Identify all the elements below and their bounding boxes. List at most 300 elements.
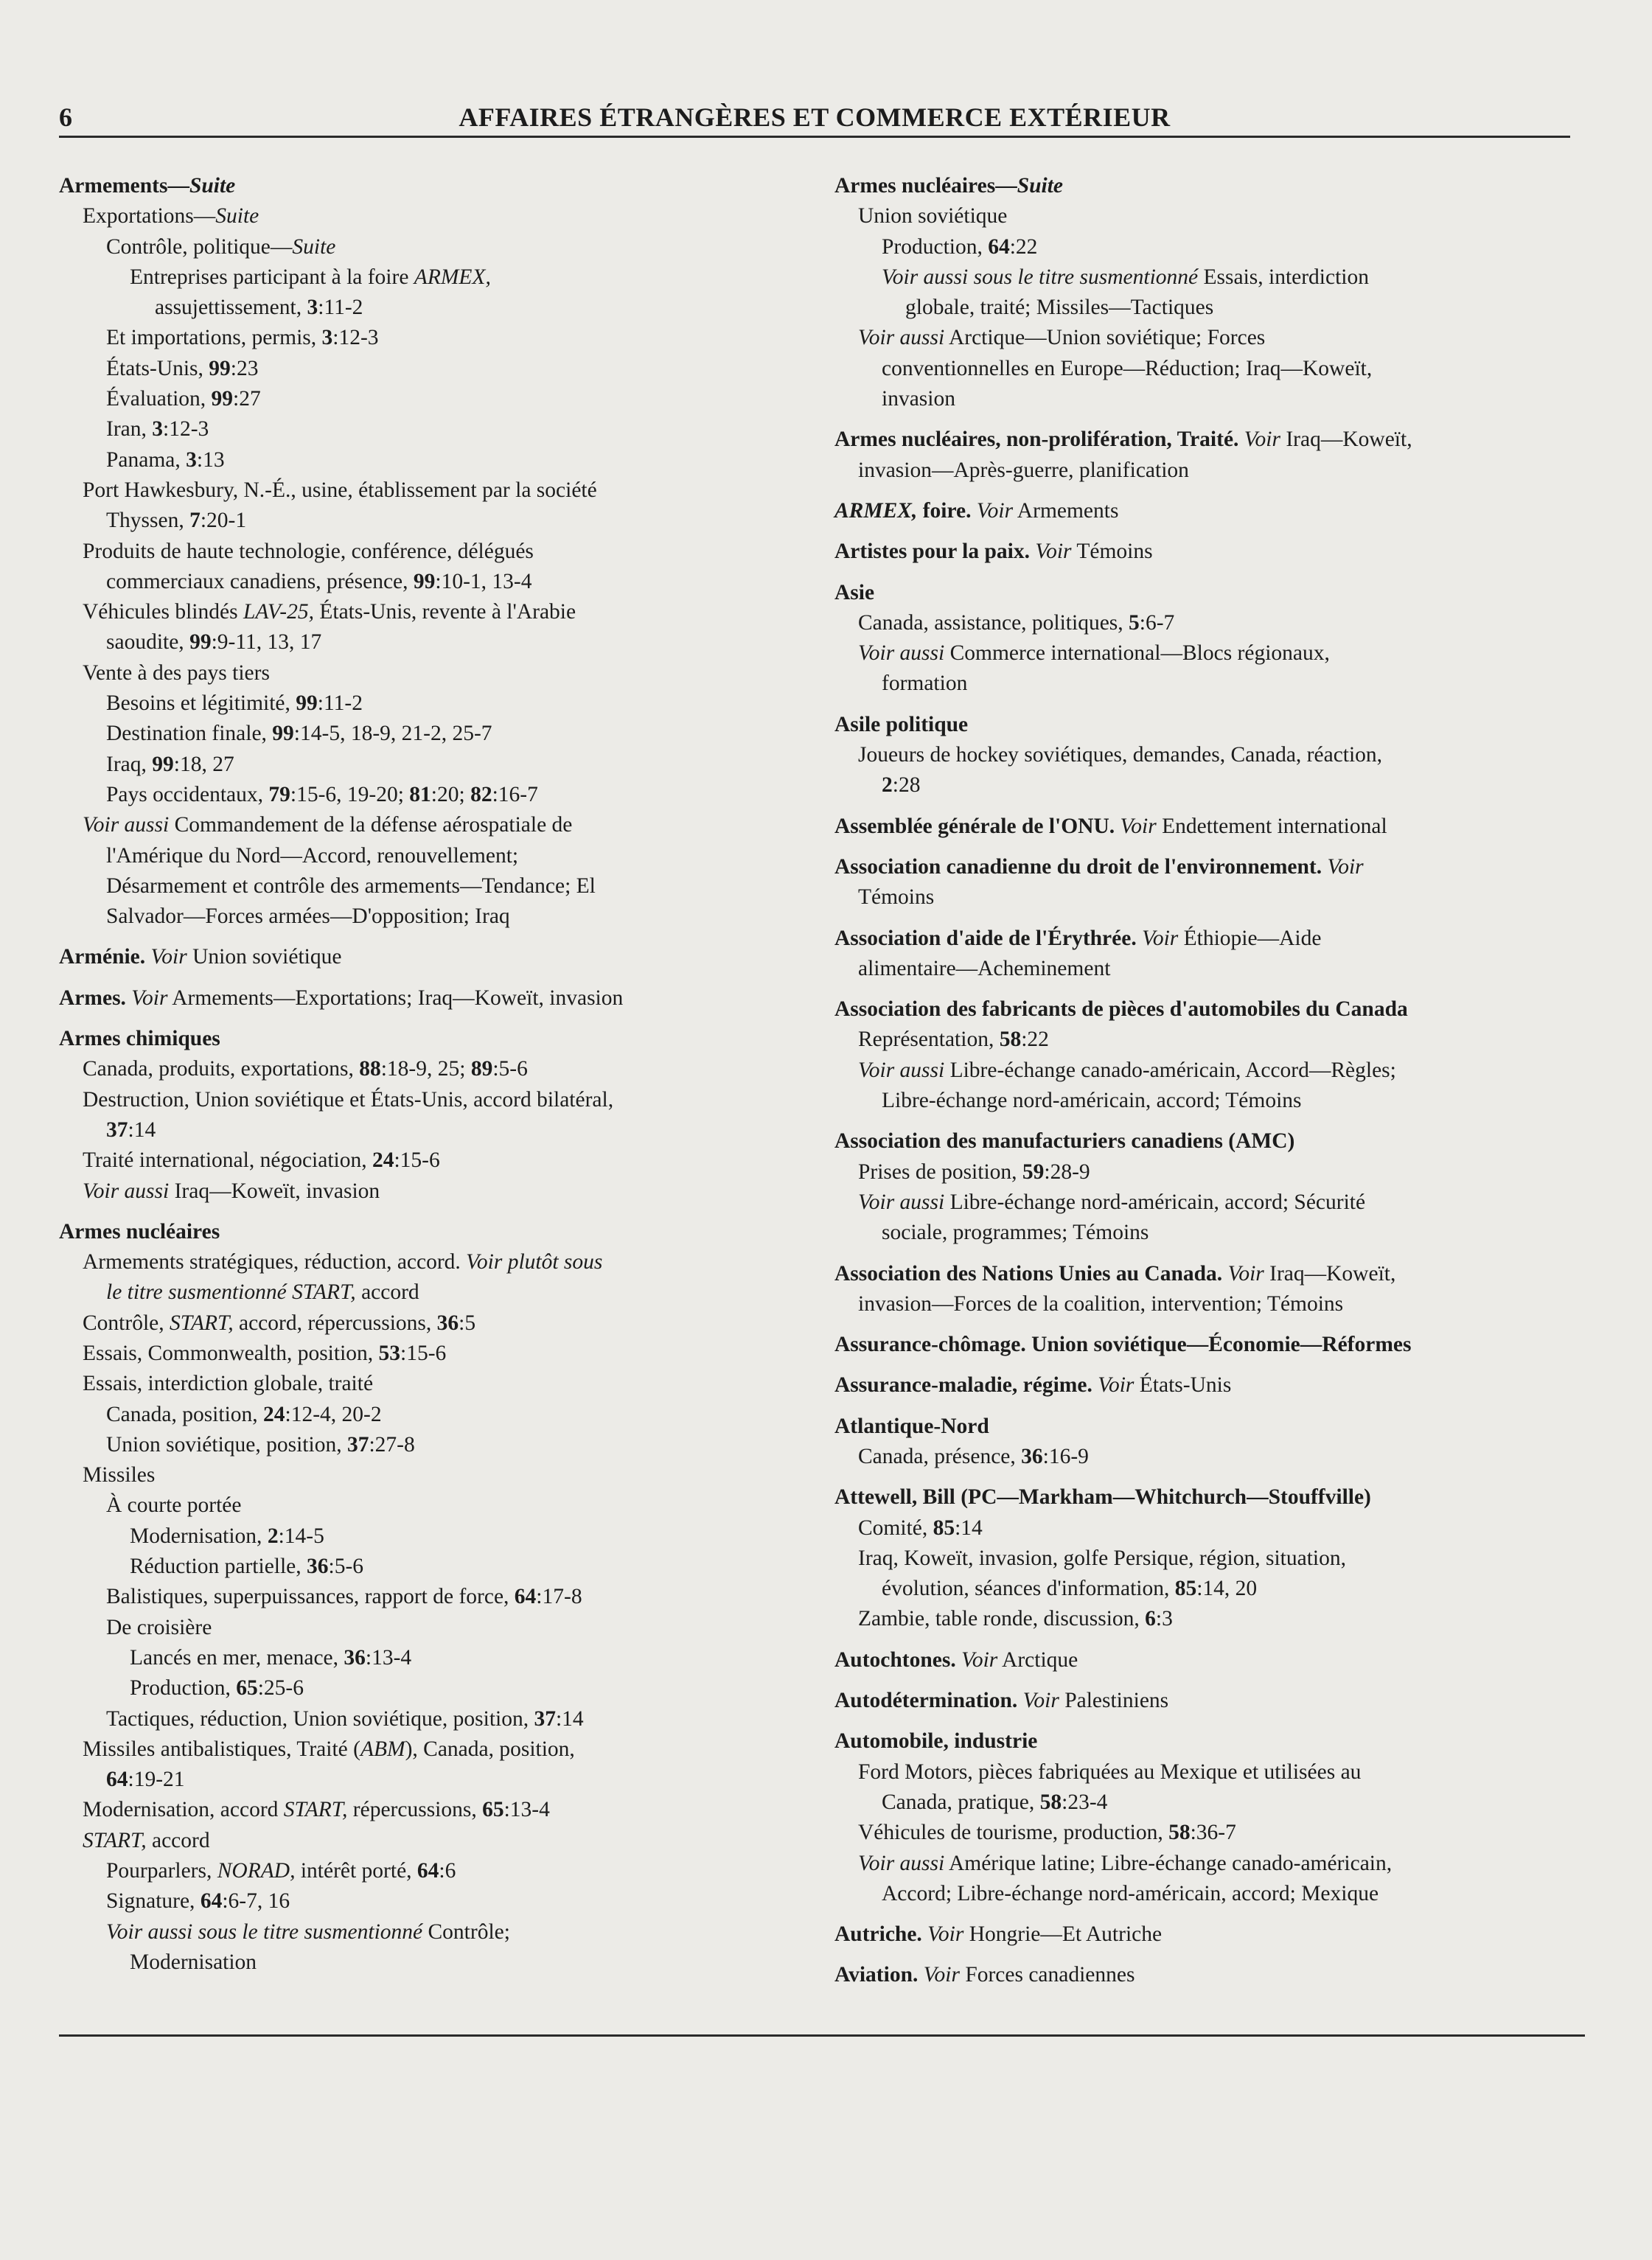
index-subentry — [834, 608, 1572, 638]
right-column — [834, 171, 1572, 1991]
index-subentry — [59, 658, 796, 688]
entry-text: :11-2 — [318, 296, 363, 320]
index-heading — [59, 942, 796, 972]
index-subentry — [59, 1826, 796, 1856]
entry-text: :12-3 — [163, 417, 209, 442]
entry-text: :3 — [1155, 1607, 1173, 1631]
index-heading — [834, 1412, 1572, 1442]
index-heading — [834, 1919, 1572, 1950]
entry-text: LAV-25, — [243, 600, 314, 624]
entry-text: Témoins — [1071, 540, 1153, 564]
entry-text: Suite — [215, 204, 259, 229]
index-subentry — [834, 1218, 1572, 1248]
entry-text: Forces canadiennes — [959, 1963, 1135, 1987]
entry-text: Iraq—Koweït, — [1264, 1261, 1396, 1286]
entry-text: États-Unis, revente à l'Arabie — [314, 600, 576, 624]
entry-text: Asie — [834, 580, 875, 604]
entry-text: foire. — [917, 498, 972, 523]
entry-text: Évaluation, — [106, 387, 212, 411]
entry-text: Zambie, table ronde, discussion, — [858, 1607, 1146, 1631]
entry-text: 65 — [236, 1676, 258, 1701]
entry-text: :36-7 — [1190, 1821, 1236, 1845]
index-subentry — [834, 770, 1572, 801]
entry-text: Iraq, Koweït, invasion, golfe Persique, région, situation, — [858, 1546, 1346, 1570]
entry-text: Exportations— — [83, 204, 216, 229]
entry-text — [918, 1963, 923, 1987]
index-heading — [59, 1217, 796, 1247]
index-subentry — [59, 1490, 796, 1521]
entry-text: 64 — [988, 234, 1010, 259]
entry-text: États-Unis — [1134, 1373, 1232, 1398]
entry-text: Joueurs de hockey soviétiques, demandes, Canada, réaction, — [858, 743, 1383, 767]
entry-text: :14, 20 — [1196, 1577, 1258, 1601]
entry-text: :28 — [892, 773, 921, 798]
entry-text: Voir — [150, 945, 187, 969]
entry-text: :27-8 — [369, 1432, 415, 1457]
entry-text: Armements — [1013, 498, 1119, 523]
entry-text: Union soviétique — [187, 945, 342, 969]
index-subentry — [834, 1289, 1572, 1319]
entry-text: Lancés en mer, menace, — [130, 1645, 344, 1670]
index-subentry — [59, 354, 796, 384]
entry-text: :5-6 — [492, 1057, 528, 1081]
entry-text: 36 — [1021, 1444, 1043, 1468]
entry-text: 89 — [470, 1057, 493, 1081]
entry-text: Arctique — [997, 1647, 1078, 1672]
entry-text: Et importations, permis, — [106, 326, 322, 350]
entry-text: Contrôle, politique— — [106, 234, 293, 259]
index-heading — [834, 1726, 1572, 1757]
entry-text: Canada, assistance, politiques, — [858, 610, 1129, 635]
entry-text: 85 — [1174, 1577, 1197, 1601]
entry-text: Salvador—Forces armées—D'opposition; Iraq — [106, 904, 510, 929]
entry-text: Voir — [131, 986, 168, 1010]
index-subentry — [59, 323, 796, 353]
entry-text: Voir aussi — [83, 813, 170, 837]
entry-text: 99 — [152, 752, 174, 776]
entry-text: :12-3 — [332, 326, 379, 350]
entry-text: De croisière — [106, 1615, 212, 1639]
index-heading — [834, 812, 1572, 842]
entry-text: 7 — [189, 509, 201, 533]
entry-text: Voir aussi — [83, 1179, 170, 1203]
entry-text: À courte portée — [106, 1493, 242, 1518]
entry-text: :16-7 — [492, 782, 538, 806]
entry-text: Suite — [189, 174, 236, 198]
entry-text: invasion—Forces de la coalition, intervention; Témoins — [858, 1291, 1344, 1316]
entry-text: :20; — [431, 782, 471, 806]
entry-text: Véhicules de tourisme, production, — [858, 1821, 1169, 1845]
entry-text: :16-9 — [1042, 1444, 1089, 1468]
index-subentry — [59, 871, 796, 901]
entry-text: Voir — [1327, 854, 1364, 879]
index-heading — [834, 496, 1572, 526]
entry-text: Arctique—Union soviétique; Forces — [944, 326, 1266, 350]
entry-text: :15-6, 19-20; — [290, 782, 410, 806]
entry-text: Voir aussi sous le titre susmentionné — [882, 265, 1199, 289]
index-subentry — [59, 1145, 796, 1176]
entry-text: Canada, position, — [106, 1402, 264, 1426]
entry-text: Association des fabricants de pièces d'automobiles du Canada — [834, 997, 1408, 1022]
entry-text: Voir aussi — [858, 641, 945, 666]
entry-text: Libre-échange nord-américain, accord; Sécurité — [944, 1190, 1366, 1214]
index-subentry — [59, 750, 796, 780]
entry-text: Ford Motors, pièces fabriquées au Mexique et utilisées au — [858, 1759, 1362, 1784]
entry-text — [1137, 927, 1142, 950]
entry-text: assujettissement, — [155, 296, 307, 320]
entry-text: :23 — [230, 356, 259, 380]
entry-text: :11-2 — [317, 691, 363, 716]
entry-text: Véhicules blindés — [83, 600, 243, 624]
index-subentry — [59, 1430, 796, 1460]
entry-text: 81 — [409, 782, 431, 806]
entry-text: ABM — [360, 1737, 405, 1761]
entry-text: Autriche. — [834, 1922, 922, 1947]
entry-text: Pourparlers, — [106, 1859, 217, 1883]
entry-text: Essais, Commonwealth, position, — [83, 1341, 379, 1365]
index-subentry — [834, 1086, 1572, 1116]
entry-text: Pays occidentaux, — [106, 782, 269, 806]
index-subentry — [59, 688, 796, 719]
entry-text: Union soviétique — [858, 204, 1008, 229]
entry-text: 24 — [263, 1402, 285, 1426]
entry-text: Éthiopie—Aide — [1178, 926, 1322, 950]
index-subentry — [834, 1604, 1572, 1634]
index-subentry — [834, 354, 1572, 384]
entry-text: Armements—Exportations; Iraq—Koweït, invasion — [167, 986, 624, 1010]
entry-text: 3 — [152, 417, 163, 442]
index-subentry — [834, 384, 1572, 414]
index-subentry — [59, 841, 796, 871]
entry-text: 85 — [933, 1516, 955, 1540]
index-heading — [834, 994, 1572, 1025]
entry-text: Armements— — [59, 174, 189, 198]
index-subentry — [834, 954, 1572, 984]
entry-text: Vente à des pays tiers — [83, 660, 270, 685]
index-subentry — [834, 1879, 1572, 1909]
entry-text: 59 — [1022, 1159, 1045, 1184]
entry-text: Suite — [292, 234, 336, 259]
entry-text: :13-4 — [503, 1798, 550, 1822]
entry-text: commerciaux canadiens, présence, — [106, 569, 414, 593]
entry-text: 58 — [999, 1028, 1022, 1052]
index-subentry — [834, 323, 1572, 353]
entry-text: Association des Nations Unies au Canada. — [834, 1261, 1223, 1286]
index-heading — [834, 1686, 1572, 1716]
entry-text: Autochtones. — [834, 1647, 956, 1672]
entry-text: :18, 27 — [173, 752, 234, 776]
index-subentry — [834, 1544, 1572, 1574]
entry-text: 2 — [882, 773, 893, 798]
entry-text: Commandement de la défense aérospatiale de — [169, 813, 573, 837]
entry-text: 58 — [1039, 1790, 1062, 1814]
index-subentry — [59, 780, 796, 810]
entry-text: Modernisation — [130, 1950, 257, 1974]
entry-text: START, — [170, 1311, 234, 1335]
entry-text: Modernisation, accord — [83, 1798, 284, 1822]
index-subentry — [834, 669, 1572, 699]
entry-text — [1115, 815, 1120, 838]
entry-text: 37 — [346, 1432, 369, 1457]
index-heading — [834, 852, 1572, 882]
entry-text: 3 — [186, 447, 197, 472]
entry-text: Voir — [1142, 926, 1179, 950]
index-heading — [834, 924, 1572, 954]
entry-text: Armes nucléaires— — [834, 174, 1017, 198]
entry-text: Arménie. — [59, 945, 146, 969]
entry-text: 99 — [209, 356, 231, 380]
entry-text: 36 — [307, 1555, 329, 1579]
entry-text: Missiles antibalistiques, Traité ( — [83, 1737, 360, 1761]
entry-text: 64 — [200, 1889, 223, 1914]
index-subentry — [59, 414, 796, 444]
page-number: 6 — [59, 102, 72, 132]
index-subentry — [59, 1552, 796, 1582]
index-subentry — [834, 1157, 1572, 1187]
entry-text: invasion—Après-guerre, planification — [858, 458, 1189, 482]
entry-text: :6-7, 16 — [222, 1889, 290, 1914]
entry-text: Production, — [882, 234, 989, 259]
entry-text: Réduction partielle, — [130, 1555, 307, 1579]
entry-text: 99 — [413, 569, 436, 593]
entry-text: Voir — [976, 498, 1014, 523]
entry-text: Voir — [1098, 1373, 1135, 1398]
entry-text: NORAD, — [217, 1859, 296, 1883]
entry-text: saoudite, — [106, 630, 190, 655]
entry-text — [956, 1648, 961, 1672]
entry-text: répercussions, — [347, 1798, 483, 1822]
entry-text: 99 — [189, 630, 212, 655]
entry-text: Essais, interdiction globale, traité — [83, 1372, 374, 1396]
header-rule — [59, 136, 1570, 138]
entry-text: Suite — [1017, 174, 1064, 198]
entry-text: :13-4 — [365, 1645, 412, 1670]
entry-text: 64 — [417, 1859, 439, 1883]
index-subentry — [59, 475, 796, 506]
index-subentry — [59, 1085, 796, 1115]
entry-text: Représentation, — [858, 1028, 1000, 1052]
entry-text: :17-8 — [536, 1585, 582, 1609]
index-subentry — [834, 232, 1572, 262]
entry-text: Voir — [1035, 540, 1072, 564]
index-subentry — [834, 1056, 1572, 1086]
running-title: AFFAIRES ÉTRANGÈRES ET COMMERCE EXTÉRIEUR — [459, 102, 1171, 132]
entry-text: Entreprises participant à la foire — [130, 265, 414, 289]
entry-text: Canada, présence, — [858, 1444, 1022, 1468]
entry-text: START, — [283, 1798, 348, 1822]
entry-text: Essais, interdiction — [1198, 265, 1369, 289]
entry-text: Association canadienne du droit de l'environnement. — [834, 854, 1322, 879]
index-subentry — [59, 1339, 796, 1369]
entry-text: :20-1 — [200, 509, 247, 533]
entry-text: globale, traité; Missiles—Tactiques — [905, 296, 1214, 320]
entry-text: Témoins — [858, 885, 935, 910]
entry-text: :6 — [439, 1859, 456, 1883]
footer-rule — [59, 2034, 1585, 2037]
entry-text: Armes chimiques — [59, 1027, 220, 1051]
entry-text: Voir — [1022, 1689, 1059, 1713]
index-heading — [834, 1960, 1572, 1990]
index-subentry — [834, 456, 1572, 486]
entry-text: Automobile, industrie — [834, 1729, 1038, 1754]
entry-text: Voir aussi — [858, 1851, 945, 1875]
index-subentry — [59, 1247, 796, 1277]
index-subentry — [59, 1054, 796, 1084]
entry-text: ), Canada, position, — [405, 1737, 575, 1761]
index-subentry — [834, 1818, 1572, 1848]
index-subentry — [834, 1442, 1572, 1472]
index-heading — [59, 1024, 796, 1054]
entry-text: 99 — [211, 387, 234, 411]
entry-text: alimentaire—Acheminement — [858, 956, 1111, 980]
index-heading — [834, 425, 1572, 455]
entry-text: :23-4 — [1062, 1790, 1108, 1814]
index-subentry — [59, 1795, 796, 1825]
entry-text: Iraq—Koweït, invasion — [169, 1179, 380, 1203]
index-subentry — [59, 1643, 796, 1673]
entry-text: Voir aussi — [858, 1058, 945, 1082]
entry-text: :15-6 — [400, 1341, 447, 1365]
index-subentry — [59, 1582, 796, 1612]
entry-text: Voir — [1120, 814, 1157, 838]
entry-text: :5 — [459, 1311, 476, 1335]
entry-text: :22 — [1021, 1028, 1049, 1052]
entry-text: :15-6 — [394, 1148, 440, 1173]
entry-text: :14 — [555, 1706, 584, 1731]
entry-text: :13 — [196, 447, 225, 472]
entry-text: Association d'aide de l'Érythrée. — [834, 926, 1137, 950]
entry-text: 36 — [344, 1645, 366, 1670]
entry-text: Armes nucléaires, non-prolifération, Traité. — [834, 428, 1239, 452]
entry-text: invasion — [882, 387, 955, 411]
entry-text: :14-5, 18-9, 21-2, 25-7 — [293, 722, 492, 746]
index-subentry — [834, 740, 1572, 770]
index-heading — [834, 171, 1572, 201]
index-subentry — [59, 1704, 796, 1734]
entry-text: :6-7 — [1139, 610, 1175, 635]
entry-text: Accord; Libre-échange nord-américain, accord; Mexique — [882, 1881, 1379, 1905]
entry-text: :9-11, 13, 17 — [211, 630, 322, 655]
entry-text: :14 — [128, 1117, 156, 1142]
entry-text: Libre-échange canado-américain, Accord—Règles; — [944, 1058, 1396, 1082]
index-subentry — [59, 1308, 796, 1339]
entry-text: Voir aussi sous le titre susmentionné — [106, 1919, 423, 1944]
entry-text: :10-1, 13-4 — [435, 569, 532, 593]
index-heading — [834, 1126, 1572, 1157]
entry-text: Tactiques, réduction, Union soviétique, position, — [106, 1706, 534, 1731]
entry-text: le titre susmentionné START, — [106, 1280, 356, 1305]
left-column — [59, 171, 796, 1978]
entry-text: intérêt porté, — [295, 1859, 417, 1883]
entry-text: Destruction, Union soviétique et États-Unis, accord bilatéral, — [83, 1087, 614, 1112]
index-subentry — [834, 262, 1572, 293]
entry-text: Assurance-maladie, régime. — [834, 1373, 1092, 1398]
entry-text: Port Hawkesbury, N.-É., usine, établissement par la société — [83, 478, 597, 502]
entry-text: 24 — [372, 1148, 394, 1173]
entry-text — [1017, 1689, 1022, 1712]
entry-text: États-Unis, — [106, 356, 209, 380]
index-heading — [834, 1370, 1572, 1401]
index-subentry — [59, 445, 796, 475]
index-subentry — [59, 1115, 796, 1145]
entry-text: Voir — [923, 1963, 960, 1987]
entry-text: Contrôle; — [422, 1919, 510, 1944]
index-heading — [834, 1482, 1572, 1513]
entry-text: Destination finale, — [106, 722, 273, 746]
entry-text: Endettement international — [1156, 814, 1387, 838]
entry-text: 58 — [1168, 1821, 1191, 1845]
index-heading — [834, 537, 1572, 567]
entry-text: 2 — [267, 1524, 279, 1548]
entry-text: Missiles — [83, 1463, 156, 1488]
entry-text: Production, — [130, 1676, 237, 1701]
entry-text: 64 — [106, 1768, 128, 1792]
index-subentry — [59, 1521, 796, 1552]
entry-text: Voir — [1227, 1261, 1264, 1286]
entry-text: Panama, — [106, 447, 187, 472]
index-subentry — [834, 638, 1572, 669]
entry-text: :5-6 — [328, 1555, 364, 1579]
index-subentry — [834, 1187, 1572, 1218]
index-subentry — [59, 1369, 796, 1399]
index-subentry — [59, 384, 796, 414]
index-subentry — [59, 1917, 796, 1947]
index-heading — [59, 983, 796, 1014]
entry-text: sociale, programmes; Témoins — [882, 1221, 1149, 1245]
entry-text: Voir aussi — [858, 326, 945, 350]
entry-text: Assemblée générale de l'ONU. — [834, 814, 1115, 838]
entry-text: Voir — [927, 1922, 964, 1947]
entry-text: Balistiques, superpuissances, rapport de force, — [106, 1585, 515, 1609]
index-subentry — [834, 1788, 1572, 1818]
entry-text: Désarmement et contrôle des armements—Tendance; El — [106, 873, 596, 898]
index-subentry — [59, 1886, 796, 1917]
entry-text: :19-21 — [128, 1768, 185, 1792]
entry-text: Thyssen, — [106, 509, 190, 533]
entry-text — [1222, 1262, 1227, 1286]
entry-text: Besoins et légitimité, — [106, 691, 296, 716]
entry-text: Signature, — [106, 1889, 201, 1914]
index-subentry — [59, 1673, 796, 1703]
entry-text: Iran, — [106, 417, 153, 442]
index-subentry — [59, 537, 796, 567]
page-header — [59, 94, 1570, 139]
entry-text: Iraq, — [106, 752, 153, 776]
entry-text: évolution, séances d'information, — [882, 1577, 1175, 1601]
entry-text: conventionnelles en Europe—Réduction; Iraq—Koweït, — [882, 356, 1373, 380]
index-subentry — [834, 1513, 1572, 1544]
index-heading — [59, 171, 796, 201]
index-subentry — [59, 262, 796, 293]
entry-text — [972, 499, 977, 523]
entry-text: Produits de haute technologie, conférence, délégués — [83, 539, 534, 563]
entry-text: 53 — [378, 1341, 401, 1365]
entry-text: 79 — [268, 782, 290, 806]
index-subentry — [59, 506, 796, 536]
entry-text: accord — [355, 1280, 419, 1305]
entry-text: accord, répercussions, — [233, 1311, 437, 1335]
index-subentry — [59, 1856, 796, 1886]
entry-text: Armements stratégiques, réduction, accord. — [83, 1250, 467, 1274]
entry-text: 82 — [470, 782, 492, 806]
index-subentry — [59, 627, 796, 658]
entry-text — [145, 945, 150, 969]
entry-text: accord — [146, 1828, 210, 1852]
entry-text: Iraq—Koweït, — [1280, 428, 1412, 452]
index-subentry — [834, 1025, 1572, 1055]
entry-text: 37 — [106, 1117, 128, 1142]
entry-text: 3 — [321, 326, 333, 350]
